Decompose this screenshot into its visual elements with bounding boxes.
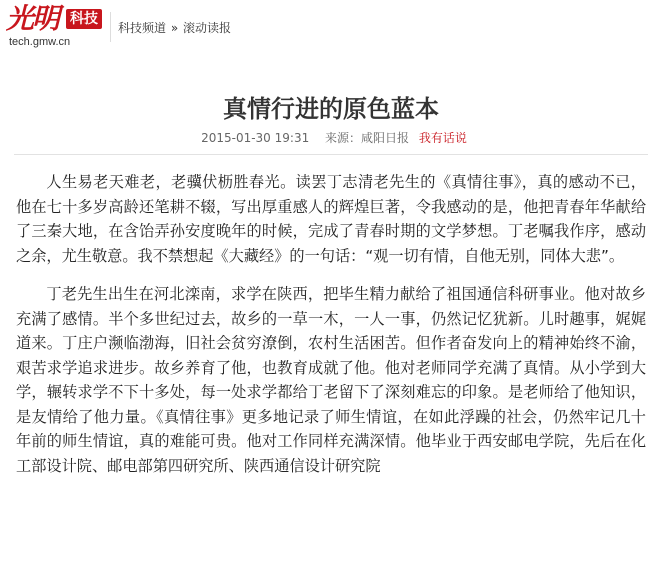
article-source: 来源：咸阳日报 bbox=[325, 131, 410, 145]
article-meta bbox=[0, 130, 662, 146]
breadcrumb-item-rolling-news[interactable]: 滚动读报 bbox=[183, 21, 232, 35]
comment-link[interactable]: 我有话说 bbox=[418, 131, 467, 145]
breadcrumb bbox=[118, 19, 231, 36]
article-title: 真情行进的原色蓝本 bbox=[223, 94, 439, 124]
article-paragraph: 丁老先生出生在河北滦南，求学在陕西，把毕生精力献给了祖国通信科研事业。他对故乡充满了感情。半个多世纪过去，故乡的一草一木，一人一事，仍然记忆犹新。儿时趣事，娓娓道来。丁庄户濒临渤海，旧社会贫穷潦倒，农村生活困苦。但作者奋发向上的精神始终不渝，艰苦求学追求进步。故乡养育了他，也教育成就了他。他对老师同学充满了真情。从小学到大学，辗转求学不下十多处，每一处求学都给丁老留下了深刻难忘的印象。是老师给了他知识，是友情给了他力量。《真情往事》更多地记录了师生情谊，在如此浮躁的社会，仍然牢记几十年前的师生情谊，真的难能可贵。他对工作同样充满深情。他毕业于西安邮电学院，先后在化工部设计院、邮电部第四研究所、陕西通信设计研究院 bbox=[16, 285, 646, 475]
breadcrumb-item-channel[interactable]: 科技频道 bbox=[118, 21, 167, 35]
site-header bbox=[0, 0, 662, 62]
article-paragraph: 人生易老天难老，老骥伏枥胜春光。读罢丁志清老先生的《真情往事》，真的感动不已，他在七十多岁高龄还笔耕不辍，写出厚重感人的辉煌巨著，令我感动的是，他把青春年华献给了三秦大地，在含饴弄孙安度晚年的时候，完成了青春时期的文学梦想。丁老嘱我作序，感动之余，尤生敬意。我不禁想起《大藏经》的一句话：“观一切有情，自他无别，同体大悲”。 bbox=[16, 173, 646, 265]
channel-badge[interactable]: 科技 bbox=[66, 9, 102, 29]
meta-divider bbox=[14, 154, 648, 155]
publish-datetime: 2015-01-30 19:31 bbox=[201, 131, 310, 145]
breadcrumb-separator: » bbox=[170, 21, 179, 35]
site-logo[interactable]: 光明 bbox=[6, 2, 59, 35]
header-divider bbox=[110, 12, 111, 42]
article-body bbox=[16, 170, 646, 492]
site-domain[interactable]: tech.gmw.cn bbox=[9, 36, 71, 48]
